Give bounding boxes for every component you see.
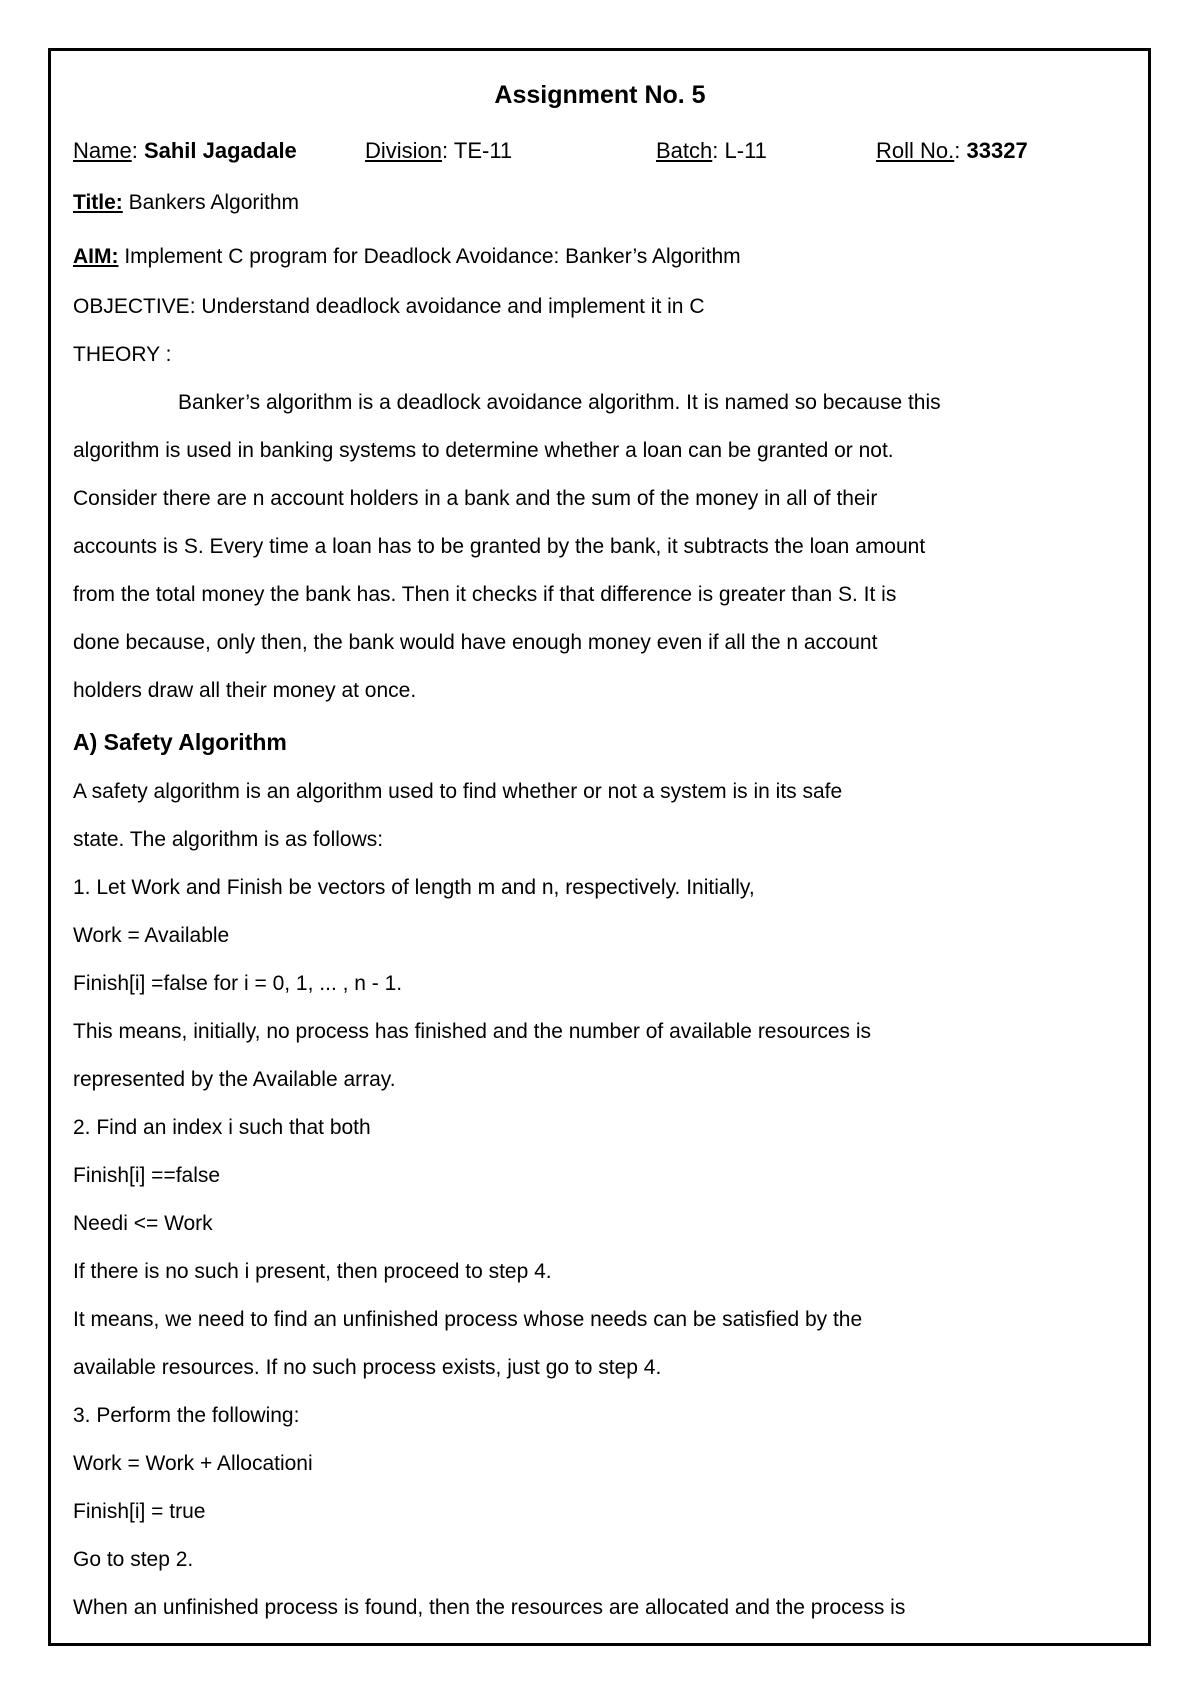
name-label: Name — [73, 138, 132, 163]
theory-line: done because, only then, the bank would have enough money even if all the n account — [73, 631, 878, 654]
name-field — [73, 138, 297, 164]
safety-line: Needi <= Work — [73, 1212, 213, 1235]
roll-field — [876, 138, 1028, 164]
theory-line: from the total money the bank has. Then it checks if that difference is greater than S. It is — [73, 583, 897, 606]
title-label: Title: — [73, 191, 123, 214]
division-label: Division — [365, 138, 443, 163]
theory-label: THEORY : — [73, 343, 172, 366]
roll-label: Roll No. — [876, 138, 955, 163]
title-value: Bankers Algorithm — [128, 191, 300, 214]
safety-line: 1. Let Work and Finish be vectors of length m and n, respectively. Initially, — [73, 876, 755, 899]
document-title: Assignment No. 5 — [494, 81, 706, 109]
aim-value: Implement C program for Deadlock Avoidance: Banker’s Algorithm — [124, 245, 741, 268]
theory-line: holders draw all their money at once. — [73, 679, 417, 702]
theory-line: algorithm is used in banking systems to determine whether a loan can be granted or not. — [73, 439, 894, 462]
division-value: TE-11 — [453, 138, 513, 163]
theory-line: accounts is S. Every time a loan has to be granted by the bank, it subtracts the loan amount — [73, 535, 926, 558]
safety-line: Work = Work + Allocationi — [73, 1452, 313, 1475]
title-line — [73, 191, 299, 215]
safety-line: Finish[i] ==false — [73, 1164, 221, 1187]
section-heading-safety: A) Safety Algorithm — [73, 729, 287, 755]
theory-line: Consider there are n account holders in a bank and the sum of the money in all of their — [73, 487, 878, 510]
aim-line — [73, 245, 741, 269]
safety-line: Go to step 2. — [73, 1548, 194, 1571]
safety-line: Finish[i] = true — [73, 1500, 206, 1523]
batch-sep: : — [712, 138, 719, 163]
safety-line: This means, initially, no process has finished and the number of available resources is — [73, 1020, 872, 1043]
aim-label: AIM: — [73, 245, 119, 268]
safety-line: If there is no such i present, then proceed to step 4. — [73, 1260, 552, 1283]
batch-field — [656, 138, 767, 164]
safety-line: represented by the Available array. — [73, 1068, 396, 1091]
safety-line: It means, we need to find an unfinished process whose needs can be satisfied by the — [73, 1308, 863, 1331]
division-sep: : — [442, 138, 449, 163]
batch-label: Batch — [656, 138, 713, 163]
safety-line: Work = Available — [73, 924, 230, 947]
batch-value: L-11 — [724, 138, 767, 163]
objective-line: OBJECTIVE: Understand deadlock avoidance and implement it in C — [73, 295, 705, 318]
safety-line: state. The algorithm is as follows: — [73, 828, 384, 851]
safety-line: A safety algorithm is an algorithm used to find whether or not a system is in its safe — [73, 780, 843, 803]
safety-line: 3. Perform the following: — [73, 1404, 300, 1427]
safety-line: available resources. If no such process exists, just go to step 4. — [73, 1356, 662, 1379]
division-field — [365, 138, 512, 164]
theory-line: Banker’s algorithm is a deadlock avoidance algorithm. It is named so because this — [178, 391, 941, 414]
roll-sep: : — [954, 138, 961, 163]
safety-line: 2. Find an index i such that both — [73, 1116, 371, 1139]
safety-line: When an unfinished process is found, then the resources are allocated and the process is — [73, 1596, 906, 1619]
safety-line: Finish[i] =false for i = 0, 1, ... , n - 1. — [73, 972, 403, 995]
roll-value: 33327 — [966, 138, 1028, 163]
name-sep: : — [131, 138, 138, 163]
name-value: Sahil Jagadale — [143, 138, 297, 163]
